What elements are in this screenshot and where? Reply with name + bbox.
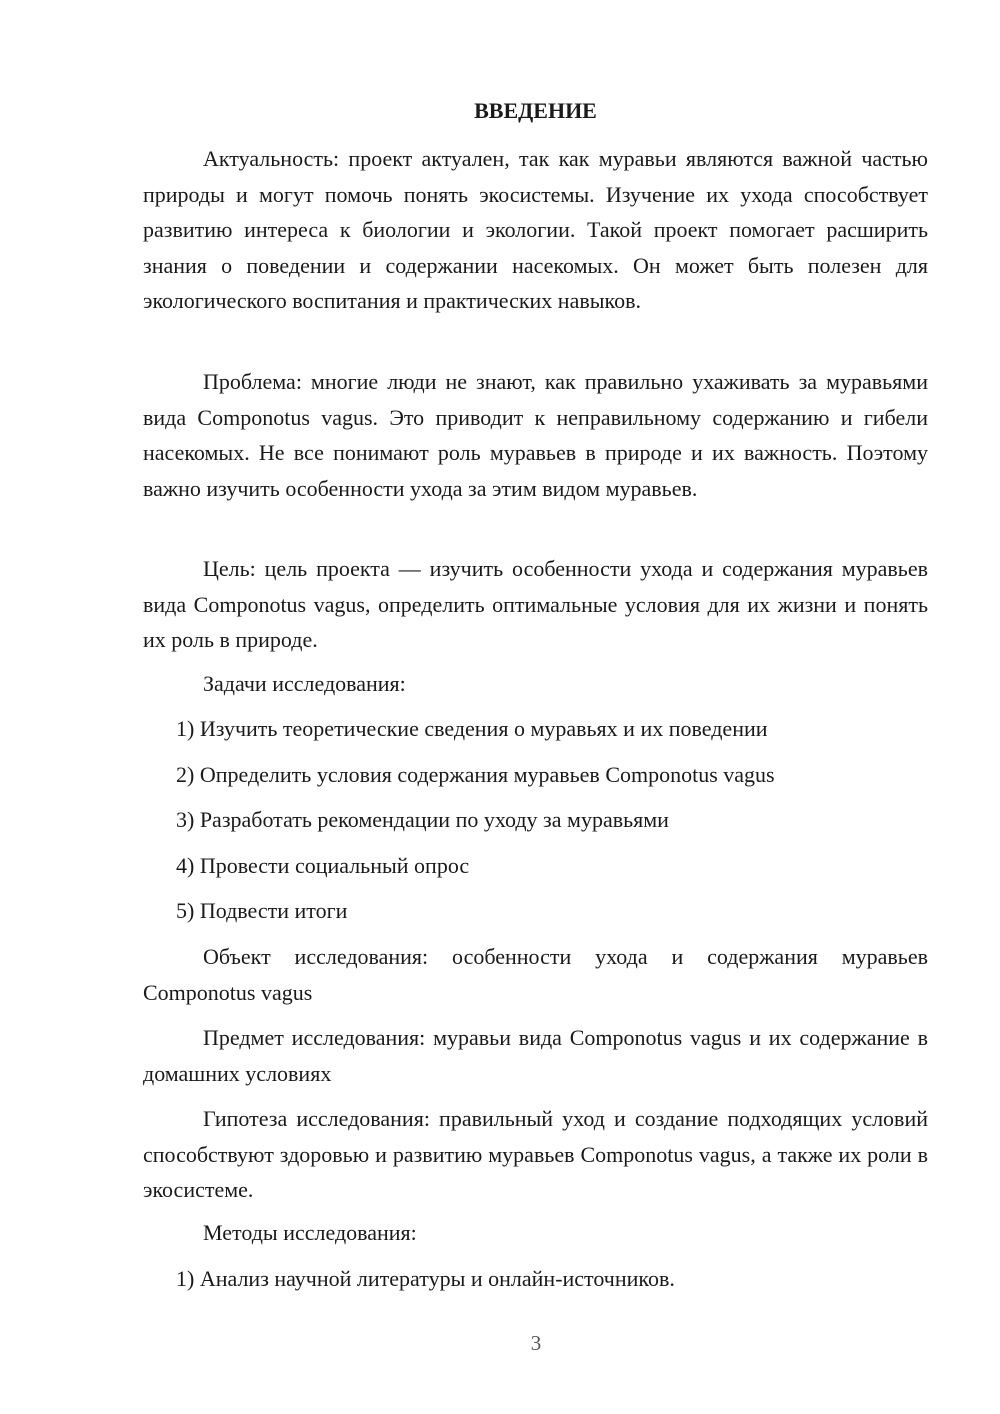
task-item-1: 1) Изучить теоретические сведения о муравьях и их поведении <box>176 716 768 741</box>
subject-paragraph: Предмет исследования: муравьи вида Componotus vagus и их содержание в домашних условиях <box>143 1025 928 1086</box>
method-item-1: 1) Анализ научной литературы и онлайн-источников. <box>176 1266 675 1291</box>
relevance-paragraph: Актуальность: проект актуален, так как муравьи являются важной частью природы и могут помочь понять экосистемы. Изучение их ухода способствует развитию интереса к биологии и экологии. Такой проект помогает расширить знания о поведении и содержании насекомых. Он может быть полезен для экологического воспитания и практических навыков. <box>143 146 928 313</box>
methods-heading: Методы исследования: <box>203 1220 417 1245</box>
goal-paragraph: Цель: цель проекта — изучить особенности ухода и содержания муравьев вида Componotus vagus, определить оптимальные условия для их жизни и понять их роль в природе. <box>143 556 928 652</box>
tasks-heading: Задачи исследования: <box>203 671 406 696</box>
task-item-2: 2) Определить условия содержания муравьев Componotus vagus <box>176 762 775 787</box>
task-item-5: 5) Подвести итоги <box>176 898 348 923</box>
problem-paragraph: Проблема: многие люди не знают, как правильно ухаживать за муравьями вида Componotus vagus. Это приводит к неправильному содержанию и гибели насекомых. Не все понимают роль муравьев в природе и их важность. Поэтому важно изучить особенности ухода за этим видом муравьев. <box>143 369 928 501</box>
page-title: ВВЕДЕНИЕ <box>474 98 597 123</box>
hypothesis-paragraph: Гипотеза исследования: правильный уход и создание подходящих условий способствуют здоровью и развитию муравьев Componotus vagus, а также их роли в экосистеме. <box>143 1106 928 1202</box>
task-item-3: 3) Разработать рекомендации по уходу за муравьями <box>176 807 669 832</box>
task-item-4: 4) Провести социальный опрос <box>176 853 470 878</box>
page-number: 3 <box>530 1331 542 1355</box>
object-paragraph: Объект исследования: особенности ухода и содержания муравьев Componotus vagus <box>143 944 928 1005</box>
